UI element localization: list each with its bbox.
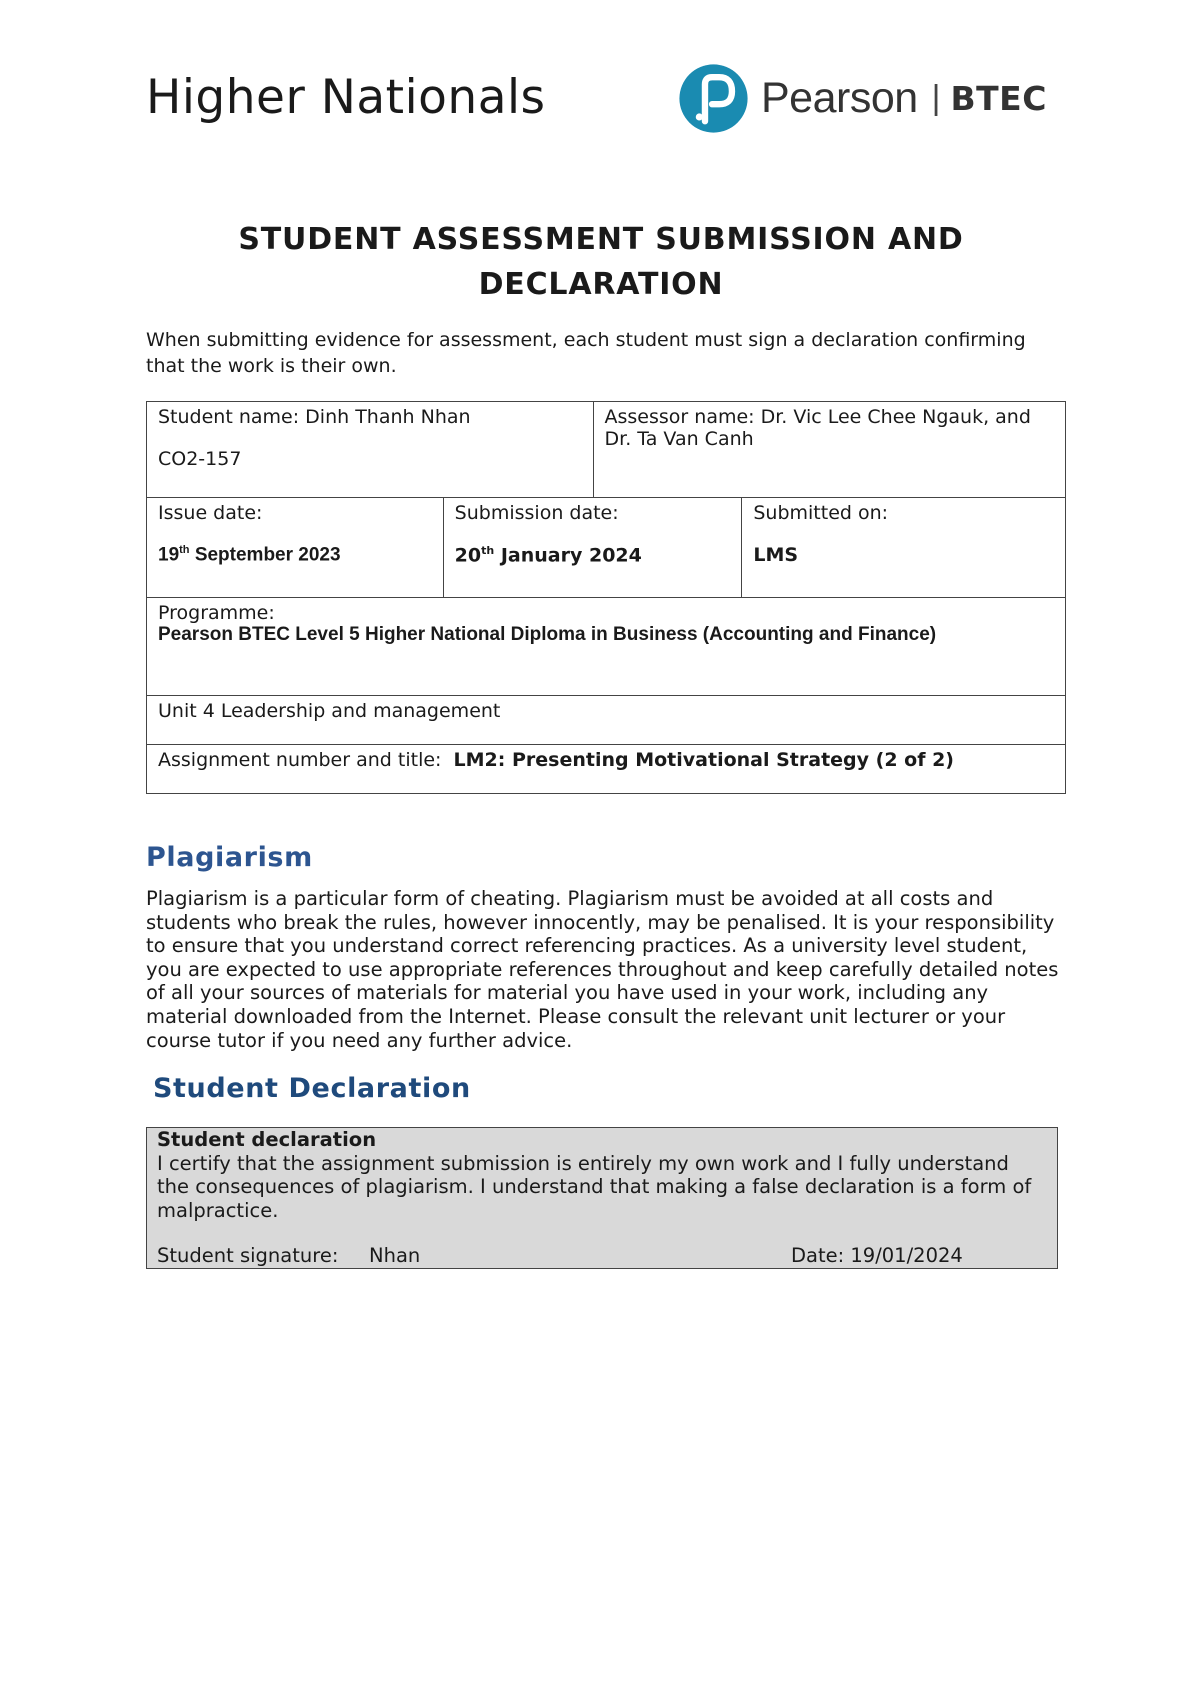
assessor-cell bbox=[593, 402, 1065, 498]
student-declaration-heading: Student Declaration bbox=[153, 1073, 471, 1104]
submitted-on: LMS bbox=[753, 544, 799, 566]
submission-day: 20 bbox=[454, 544, 482, 567]
assignment-title: LM2: Presenting Motivational Strategy (2 of 2) bbox=[453, 749, 954, 771]
logo-brand: Pearson bbox=[761, 74, 918, 122]
plagiarism-heading: Plagiarism bbox=[146, 842, 313, 873]
programme-name: Pearson BTEC Level 5 Higher National Diploma in Business (Accounting and Finance) bbox=[158, 624, 937, 645]
assessor-name: Dr. Vic Lee Chee Ngauk, and Dr. Ta Van Canh bbox=[604, 406, 1031, 450]
logo-sub: BTEC bbox=[950, 79, 1047, 118]
issue-date-cell bbox=[147, 498, 444, 598]
logo-separator: | bbox=[931, 79, 941, 117]
signature-value: Nhan bbox=[369, 1244, 421, 1267]
unit-cell bbox=[147, 696, 1066, 745]
submission-date bbox=[455, 544, 731, 566]
date-value: 19/01/2024 bbox=[850, 1244, 963, 1267]
header-title: Higher Nationals bbox=[146, 70, 546, 125]
date-label: Date: bbox=[791, 1244, 845, 1267]
student-id: CO2-157 bbox=[158, 448, 242, 470]
programme-cell bbox=[147, 598, 1066, 696]
pearson-logo-icon bbox=[678, 63, 749, 134]
assessor-label: Assessor name: bbox=[604, 406, 755, 428]
issue-date-label: Issue date: bbox=[158, 502, 263, 524]
date-field bbox=[791, 1244, 963, 1268]
submission-suffix: th bbox=[481, 544, 495, 557]
issue-month-year: September 2023 bbox=[194, 544, 341, 566]
submitted-on-label: Submitted on: bbox=[753, 502, 889, 524]
declaration-box bbox=[146, 1127, 1058, 1269]
plagiarism-text: Plagiarism is a particular form of cheating. Plagiarism must be avoided at all costs and students who break the rules, however innocently, may be penalised. It is your responsibility to ensure that you understand correct referencing practices. As a university level student, you are expected to use appropriate references throughout and keep carefully detailed notes of all your sources of materials for material you have used in your work, including any material downloaded from the Internet. Please consult the relevant unit lecturer or your course tutor if you need any further advice. bbox=[146, 887, 1059, 1052]
intro-text: When submitting evidence for assessment, each student must sign a declaration confirming that the work is their own. bbox=[146, 329, 1026, 377]
programme-label: Programme: bbox=[158, 602, 275, 624]
issue-suffix: th bbox=[179, 544, 190, 556]
student-name: Dinh Thanh Nhan bbox=[305, 406, 471, 428]
document-title bbox=[146, 217, 1056, 307]
issue-day: 19 bbox=[158, 544, 180, 566]
student-name-cell bbox=[147, 402, 594, 498]
declaration-text: I certify that the assignment submission is entirely my own work and I fully understand the consequences of plagiarism. I understand that making a false declaration is a form of malpractice. bbox=[157, 1151, 1032, 1222]
pearson-btec-logo bbox=[678, 63, 1047, 134]
issue-date bbox=[158, 544, 432, 566]
document-title-line1: STUDENT ASSESSMENT SUBMISSION AND bbox=[238, 222, 964, 257]
document-title-line2: DECLARATION bbox=[478, 267, 724, 302]
declaration-box-title: Student declaration bbox=[157, 1128, 377, 1151]
assignment-cell bbox=[147, 745, 1066, 794]
submission-date-label: Submission date: bbox=[454, 502, 619, 524]
submission-month-year: January 2024 bbox=[500, 544, 642, 567]
submitted-on-cell bbox=[742, 498, 1066, 598]
submission-date-cell bbox=[443, 498, 742, 598]
submission-table bbox=[146, 401, 1066, 794]
student-name-label: Student name: bbox=[158, 406, 300, 428]
assignment-label: Assignment number and title: bbox=[158, 749, 442, 771]
unit-name: Unit 4 Leadership and management bbox=[158, 700, 501, 722]
signature-label: Student signature: bbox=[157, 1244, 339, 1267]
